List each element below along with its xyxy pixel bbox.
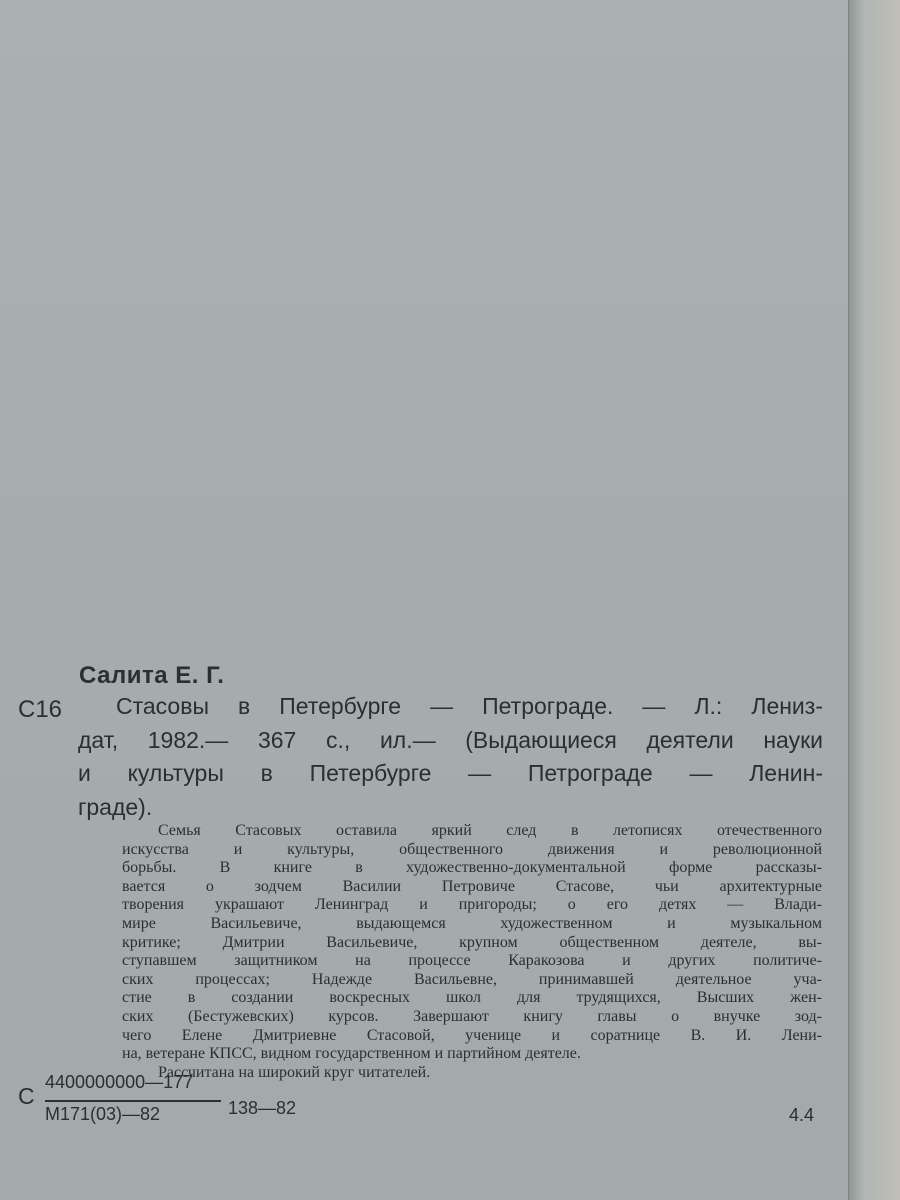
annotation-line: вается о зодчем Василии Петровиче Стасове, чьи архитектурные xyxy=(122,877,822,895)
annotation-line: чего Елене Дмитриевне Стасовой, ученице и соратнице В. И. Лени- xyxy=(122,1026,822,1044)
order-number: 138—82 xyxy=(228,1098,297,1118)
annotation-line: творения украшают Ленинград и пригороды; о его детях — Влади- xyxy=(122,896,822,914)
entry-line: и культуры в Петербурге — Петрограде — Ленин- xyxy=(78,760,823,786)
annotation-line: Семья Стасовых оставила яркий след в летописях отечественного xyxy=(158,822,822,839)
entry-line: Стасовы в Петербурге — Петрограде. — Л.: Лениз- xyxy=(116,693,823,719)
bibliographic-entry xyxy=(78,690,823,824)
adjacent-page-edge xyxy=(848,0,900,1200)
index-denominator: М171(03)—82 xyxy=(45,1104,161,1124)
annotation-line: на, ветеране КПСС, видном государственном и партийном деятеле. xyxy=(122,1045,581,1063)
shelf-mark: С16 xyxy=(18,696,63,723)
annotation-line: мире Васильевиче, выдающемся художественном и музыкальном xyxy=(122,914,822,932)
price-label: 4.4 xyxy=(789,1105,815,1125)
annotation-line: искусства и культуры, общественного движения и революционной xyxy=(122,840,822,858)
fraction-divider xyxy=(45,1100,221,1102)
annotation-line: стие в создании воскресных школ для трудящихся, Высших жен- xyxy=(122,989,822,1007)
entry-line: граде). xyxy=(78,793,153,820)
annotation-paragraph xyxy=(122,822,822,1082)
annotation-line: ских (Бестужевских) курсов. Завершают книгу главы о внучке зод- xyxy=(122,1007,822,1025)
annotation-line: Рассчитана на широкий круг читателей. xyxy=(158,1063,431,1081)
author-name: Салита Е. Г. xyxy=(79,662,225,689)
index-letter: С xyxy=(18,1083,35,1109)
annotation-line: критике; Дмитрии Васильевиче, крупном общественном деятеле, вы- xyxy=(122,933,822,951)
annotation-line: ских процессах; Надежде Васильевне, принимавшей деятельное уча- xyxy=(122,970,822,988)
annotation-line: ступавшем защитником на процессе Каракозова и других политиче- xyxy=(122,952,822,970)
annotation-line: борьбы. В книге в художественно-документальной форме рассказы- xyxy=(122,859,822,877)
index-numerator: 4400000000—177 xyxy=(45,1072,194,1092)
entry-line: дат, 1982.— 367 с., ил.— (Выдающиеся деятели науки xyxy=(78,726,823,753)
